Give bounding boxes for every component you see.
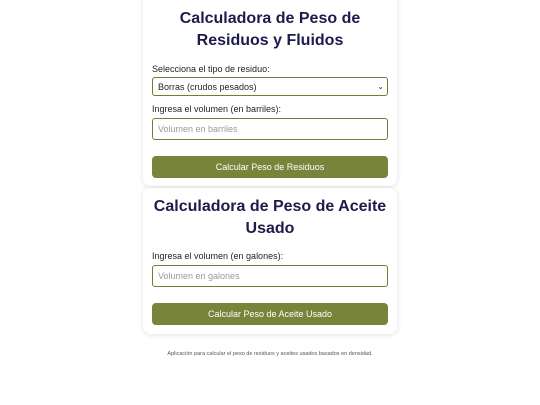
oil-calculator-title: Calculadora de Peso de Aceite Usado bbox=[153, 198, 387, 237]
calculate-waste-weight-button[interactable]: Calcular Peso de Residuos bbox=[152, 156, 388, 178]
waste-type-selected-value: Borras (crudos pesados) bbox=[158, 81, 257, 92]
gallons-volume-input[interactable] bbox=[152, 265, 388, 287]
waste-calculator-title: Calculadora de Peso de Residuos y Fluidos bbox=[179, 10, 361, 49]
footer-description: Aplicación para calcular el peso de residuos y aceites usados basados en densidad. bbox=[167, 351, 373, 357]
waste-calculator-card bbox=[143, 0, 397, 186]
barrels-volume-label: Ingresa el volumen (en barriles): bbox=[152, 104, 282, 114]
calculate-oil-weight-button[interactable]: Calcular Peso de Aceite Usado bbox=[152, 303, 388, 325]
chevron-down-icon: ⌄ bbox=[377, 82, 384, 91]
oil-calculator-card bbox=[143, 188, 397, 334]
barrels-volume-input[interactable] bbox=[152, 118, 388, 140]
waste-type-label: Selecciona el tipo de residuo: bbox=[152, 64, 270, 74]
gallons-volume-label: Ingresa el volumen (en galones): bbox=[152, 251, 284, 261]
waste-type-select[interactable] bbox=[152, 77, 388, 96]
